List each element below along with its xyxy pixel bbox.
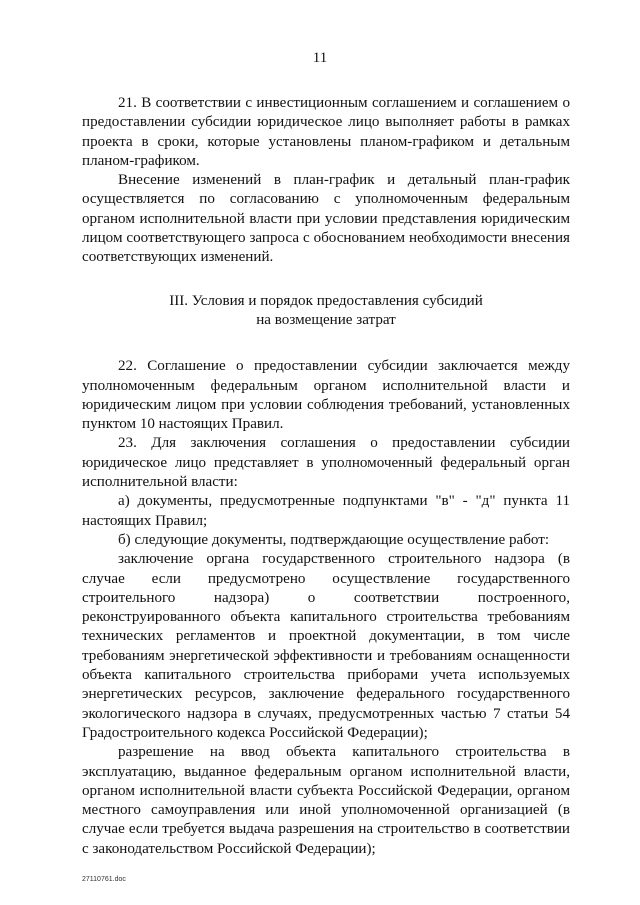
paragraph-plan-changes: Внесение изменений в план-график и детальный план-график осуществляется по согласованию с уполномоченным федеральным органом исполнительной власти при условии представления юридическим лицом соответствующего запроса с обоснованием необходимости внесения соответствующих изменений. [82, 172, 570, 266]
section-title-line-2: на возмещение затрат [256, 311, 396, 328]
subparagraph-a: а) документы, предусмотренные подпунктами "в" - "д" пункта 11 настоящих Правил; [82, 493, 570, 529]
paragraph-22: 22. Соглашение о предоставлении субсидии заключается между уполномоченным федеральным органом исполнительной власти и юридическим лицом при условии соблюдения требований, установленных пунктом 10 настоящих Правил. [82, 358, 570, 433]
paragraph-21: 21. В соответствии с инвестиционным соглашением и соглашением о предоставлении субсидии юридическое лицо выполняет работы в рамках проекта в сроки, которые установлены планом-графиком и детальным планом-графиком. [82, 95, 570, 169]
section-title [82, 292, 570, 331]
paragraph-supervision-conclusion: заключение органа государственного строительного надзора (в случае если предусмотрено осуществление государственного строительного надзора) о соответствии построенного, реконструированного объекта капитального строительства требованиям технических регламентов и проектной документации, в том числе требованиям энергетической эффективности и требованиям оснащенности объекта капитального строительства приборами учета используемых энергетических ресурсов, заключение федерального государственного экологического надзора в случаях, предусмотренных частью 7 статьи 54 Градостроительного кодекса Российской Федерации); [82, 551, 570, 741]
subparagraph-b: б) следующие документы, подтверждающие осуществление работ: [118, 531, 550, 548]
paragraph-23: 23. Для заключения соглашения о предоставлении субсидии юридическое лицо представляет в уполномоченный федеральный орган исполнительной власти: [82, 435, 570, 491]
document-body [82, 94, 570, 859]
paragraph-commissioning-permit: разрешение на ввод объекта капитального строительства в эксплуатацию, выданное федеральным органом исполнительной власти, органом исполнительной власти субъекта Российской Федерации, органом местного самоуправления или иной уполномоченной организацией (в случае если требуется выдача разрешения на строительство в соответствии с законодательством Российской Федерации); [82, 744, 570, 857]
section-title-line-1: III. Условия и порядок предоставления субсидий [169, 292, 483, 309]
page-number: 11 [312, 50, 328, 66]
document-file-code: 27110761.doc [82, 876, 126, 883]
